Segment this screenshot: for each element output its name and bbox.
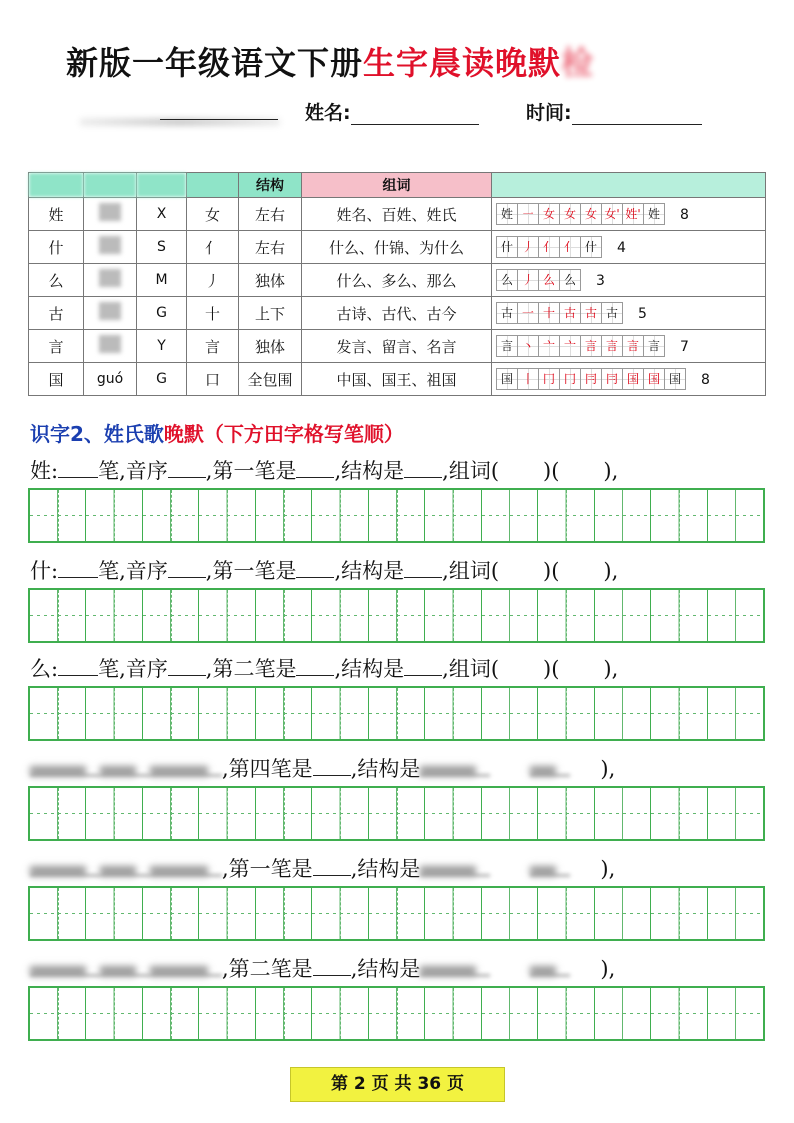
answer-blank[interactable]: [404, 459, 442, 478]
grid-cell[interactable]: [143, 688, 199, 739]
stroke-box: 丶: [517, 335, 539, 357]
stroke-box: 么: [559, 269, 581, 291]
time-label: 时间:: [526, 102, 572, 124]
stroke-box: 古: [496, 302, 518, 324]
cell-radical: 言: [187, 330, 239, 363]
stroke-count: 4: [617, 240, 626, 256]
header-letter: [137, 173, 187, 198]
cell-radical: 口: [187, 363, 239, 396]
cell-radical: 亻: [187, 231, 239, 264]
stroke-box: 言: [601, 335, 623, 357]
answer-blank[interactable]: [168, 657, 206, 676]
grid-cell[interactable]: [86, 688, 142, 739]
tianzige-grid[interactable]: [28, 986, 765, 1041]
grid-cell[interactable]: [369, 988, 425, 1039]
stroke-box: 国: [622, 368, 644, 390]
cell-letter: M: [137, 264, 187, 297]
stroke-box: 冂: [538, 368, 560, 390]
grid-cell[interactable]: [482, 590, 538, 641]
question-text: ,结构是: [350, 957, 421, 981]
stroke-count: 3: [596, 273, 605, 289]
grid-cell[interactable]: [482, 888, 538, 939]
grid-cell[interactable]: [256, 988, 312, 1039]
stroke-count: 7: [680, 339, 689, 355]
time-field[interactable]: [526, 98, 702, 125]
answer-blank[interactable]: [313, 857, 351, 876]
cell-stroke-order: [492, 330, 766, 363]
grid-cell[interactable]: [369, 590, 425, 641]
question-text: 笔,音序: [98, 559, 168, 583]
section-title: [30, 418, 404, 447]
cell-char: 姓: [29, 198, 84, 231]
header-char: [29, 173, 84, 198]
question-text: ,结构是: [350, 857, 421, 881]
name-field[interactable]: [305, 98, 479, 125]
character-table: [28, 172, 766, 396]
question-text: ,第一笔是: [205, 459, 297, 483]
stroke-box: 古: [559, 302, 581, 324]
question-line: [30, 753, 615, 783]
stroke-box: 女': [601, 203, 623, 225]
grid-cell[interactable]: [86, 590, 142, 641]
grid-cell[interactable]: [538, 988, 594, 1039]
cell-char: 言: [29, 330, 84, 363]
question-text: ,组词(: [442, 459, 500, 483]
stroke-box: 国: [496, 368, 518, 390]
question-text: ,第一笔是: [222, 857, 313, 881]
grid-cell[interactable]: [199, 788, 255, 839]
grid-cell[interactable]: [369, 888, 425, 939]
grid-cell[interactable]: [425, 888, 481, 939]
header-words: 组词: [302, 173, 492, 198]
question-line: [30, 853, 615, 883]
stroke-box: 亻: [559, 236, 581, 258]
stroke-box: 古: [580, 302, 602, 324]
cell-stroke-order: [492, 363, 766, 396]
title-tail-blurred: 检: [561, 44, 595, 82]
question-text: ,结构是: [334, 657, 405, 681]
grid-cell[interactable]: [30, 788, 86, 839]
blurred-text: [100, 857, 150, 876]
answer-blank[interactable]: [168, 459, 206, 478]
cell-words: 姓名、百姓、姓氏: [302, 198, 492, 231]
question-text: ,第二笔是: [205, 657, 297, 681]
header-radical: [187, 173, 239, 198]
question-text: 笔,音序: [98, 459, 168, 483]
cell-radical: 丿: [187, 264, 239, 297]
grid-cell[interactable]: [425, 788, 481, 839]
question-char: 什: [30, 559, 51, 583]
cell-char: 古: [29, 297, 84, 330]
stroke-box: ㇐: [517, 203, 539, 225]
stroke-box: 国: [643, 368, 665, 390]
grid-cell[interactable]: [651, 988, 707, 1039]
stroke-box: 女: [580, 203, 602, 225]
stroke-box: 言: [580, 335, 602, 357]
answer-blank[interactable]: [313, 957, 351, 976]
answer-blank[interactable]: [404, 657, 442, 676]
tianzige-grid[interactable]: [28, 886, 765, 941]
grid-cell[interactable]: [86, 988, 142, 1039]
grid-cell[interactable]: [86, 490, 142, 541]
cell-pinyin: [84, 231, 137, 264]
blurred-text: [420, 957, 490, 976]
cell-words: 发言、留言、名言: [302, 330, 492, 363]
grid-cell[interactable]: [595, 888, 651, 939]
answer-blank[interactable]: [58, 657, 98, 676]
blurred-text: [530, 757, 570, 776]
grid-cell[interactable]: [595, 688, 651, 739]
cell-letter: G: [137, 363, 187, 396]
blurred-text: [150, 757, 222, 776]
cell-structure: 全包围: [239, 363, 302, 396]
grid-cell[interactable]: [425, 590, 481, 641]
question-text: ),: [603, 657, 619, 681]
answer-blank[interactable]: [296, 559, 334, 578]
blank-line-left: [160, 98, 278, 120]
question-line: [30, 953, 615, 983]
cell-words: 什么、什锦、为什么: [302, 231, 492, 264]
cell-radical: 女: [187, 198, 239, 231]
answer-blank[interactable]: [404, 559, 442, 578]
question-text: )(: [543, 459, 560, 483]
grid-cell[interactable]: [143, 788, 199, 839]
stroke-box: 姓: [496, 203, 518, 225]
stroke-count: 8: [701, 372, 710, 388]
grid-cell[interactable]: [199, 688, 255, 739]
cell-stroke-order: [492, 297, 766, 330]
page-title: [66, 38, 594, 84]
grid-cell[interactable]: [86, 788, 142, 839]
title-red-part: 生字晨读晚默: [363, 44, 562, 82]
header-strokes: [492, 173, 766, 198]
grid-cell[interactable]: [651, 788, 707, 839]
section-title-red: 晚默（下方田字格写笔顺）: [163, 422, 404, 446]
stroke-box: 女: [538, 203, 560, 225]
table-row: [29, 363, 766, 396]
grid-cell[interactable]: [651, 590, 707, 641]
question-text: ,结构是: [350, 757, 421, 781]
stroke-box: 亠: [559, 335, 581, 357]
question-text: ,结构是: [334, 559, 405, 583]
grid-cell[interactable]: [708, 688, 763, 739]
cell-stroke-order: [492, 198, 766, 231]
grid-cell[interactable]: [199, 988, 255, 1039]
answer-blank[interactable]: [296, 657, 334, 676]
grid-cell[interactable]: [369, 490, 425, 541]
grid-cell[interactable]: [708, 888, 763, 939]
grid-cell[interactable]: [143, 888, 199, 939]
stroke-box: 什: [580, 236, 602, 258]
grid-cell[interactable]: [595, 490, 651, 541]
grid-cell[interactable]: [482, 988, 538, 1039]
cell-words: 什么、多么、那么: [302, 264, 492, 297]
blurred-text: [420, 757, 490, 776]
grid-cell[interactable]: [482, 788, 538, 839]
cell-words: 中国、国王、祖国: [302, 363, 492, 396]
stroke-box: 亻: [538, 236, 560, 258]
question-text: ),: [600, 757, 616, 781]
grid-cell[interactable]: [199, 888, 255, 939]
grid-cell[interactable]: [595, 988, 651, 1039]
stroke-box: 言: [643, 335, 665, 357]
blurred-text: [30, 757, 100, 776]
cell-letter: G: [137, 297, 187, 330]
grid-cell[interactable]: [708, 988, 763, 1039]
stroke-box: 冃: [601, 368, 623, 390]
question-line: 姓: 笔,音序 ,第一笔是 ,结构是 ,组词( )( ),: [30, 459, 619, 483]
stroke-box: 丨: [517, 368, 539, 390]
table-row: [29, 198, 766, 231]
stroke-box: 什: [496, 236, 518, 258]
grid-cell[interactable]: [312, 490, 368, 541]
answer-blank[interactable]: [58, 559, 98, 578]
grid-cell[interactable]: [538, 688, 594, 739]
question-char: 么: [30, 657, 51, 681]
question-text: ),: [600, 957, 616, 981]
cell-structure: 独体: [239, 330, 302, 363]
grid-cell[interactable]: [482, 688, 538, 739]
grid-cell[interactable]: [538, 788, 594, 839]
table-row: [29, 297, 766, 330]
grid-cell[interactable]: [482, 490, 538, 541]
grid-cell[interactable]: [651, 688, 707, 739]
grid-cell[interactable]: [538, 590, 594, 641]
grid-cell[interactable]: [256, 490, 312, 541]
grid-cell[interactable]: [143, 590, 199, 641]
cell-radical: 十: [187, 297, 239, 330]
cell-pinyin: [84, 297, 137, 330]
stroke-box: 古: [601, 302, 623, 324]
answer-blank[interactable]: [58, 459, 98, 478]
grid-cell[interactable]: [256, 590, 312, 641]
cell-structure: 独体: [239, 264, 302, 297]
tianzige-grid[interactable]: [28, 488, 765, 543]
cell-structure: 左右: [239, 198, 302, 231]
answer-blank[interactable]: [296, 459, 334, 478]
name-label: 姓名:: [305, 102, 351, 124]
question-text: ),: [603, 459, 619, 483]
blurred-text: [530, 857, 570, 876]
blurred-text: [30, 857, 100, 876]
grid-cell[interactable]: [312, 788, 368, 839]
stroke-box: 丿: [517, 269, 539, 291]
grid-cell[interactable]: [312, 688, 368, 739]
question-line: 什: 笔,音序 ,第一笔是 ,结构是 ,组词( )( ),: [30, 559, 619, 583]
grid-cell[interactable]: [651, 888, 707, 939]
question-text: ,第二笔是: [222, 957, 313, 981]
stroke-box: 言: [496, 335, 518, 357]
grid-cell[interactable]: [312, 590, 368, 641]
question-text: ),: [603, 559, 619, 583]
cell-pinyin: guó: [84, 363, 137, 396]
stroke-box: 国: [664, 368, 686, 390]
blurred-text: [150, 857, 222, 876]
grid-cell[interactable]: [199, 590, 255, 641]
table-header-row: [29, 173, 766, 198]
page-number: 第 2 页 共 36 页: [290, 1067, 505, 1102]
grid-cell[interactable]: [708, 490, 763, 541]
grid-cell[interactable]: [595, 590, 651, 641]
grid-cell[interactable]: [425, 688, 481, 739]
question-text: ),: [600, 857, 616, 881]
grid-cell[interactable]: [369, 688, 425, 739]
stroke-box: 言: [622, 335, 644, 357]
blurred-text: [30, 957, 100, 976]
grid-cell[interactable]: [708, 788, 763, 839]
stroke-box: 姓: [643, 203, 665, 225]
stroke-count: 8: [680, 207, 689, 223]
question-line: 么: 笔,音序 ,第二笔是 ,结构是 ,组词( )( ),: [30, 657, 619, 681]
stroke-box: 亠: [538, 335, 560, 357]
stroke-box: 冃: [580, 368, 602, 390]
stroke-box: 一: [517, 302, 539, 324]
grid-cell[interactable]: [30, 988, 86, 1039]
table-row: [29, 330, 766, 363]
grid-cell[interactable]: [312, 988, 368, 1039]
header-pinyin: [84, 173, 137, 198]
tianzige-grid[interactable]: [28, 588, 765, 643]
question-text: ,第四笔是: [222, 757, 313, 781]
blurred-text: [150, 957, 222, 976]
table-row: [29, 231, 766, 264]
table-row: [29, 264, 766, 297]
cell-char: 么: [29, 264, 84, 297]
question-char: 姓: [30, 459, 51, 483]
stroke-box: 十: [538, 302, 560, 324]
answer-blank[interactable]: [168, 559, 206, 578]
stroke-box: 丿: [517, 236, 539, 258]
grid-cell[interactable]: [256, 888, 312, 939]
grid-cell[interactable]: [425, 490, 481, 541]
grid-cell[interactable]: [199, 490, 255, 541]
cell-letter: S: [137, 231, 187, 264]
cell-char: 国: [29, 363, 84, 396]
question-text: ,组词(: [442, 559, 500, 583]
stroke-box: 么: [538, 269, 560, 291]
grid-cell[interactable]: [256, 788, 312, 839]
stroke-box: 冂: [559, 368, 581, 390]
grid-cell[interactable]: [30, 688, 86, 739]
question-text: ,组词(: [442, 657, 500, 681]
stroke-count: 5: [638, 306, 647, 322]
cell-pinyin: [84, 198, 137, 231]
cell-words: 古诗、古代、古今: [302, 297, 492, 330]
blurred-text: [420, 857, 490, 876]
grid-cell[interactable]: [86, 888, 142, 939]
grid-cell[interactable]: [143, 988, 199, 1039]
question-text: ,第一笔是: [205, 559, 297, 583]
tianzige-grid[interactable]: [28, 786, 765, 841]
question-text: 笔,音序: [98, 657, 168, 681]
grid-cell[interactable]: [595, 788, 651, 839]
section-title-blue: 识字2、姓氏歌: [30, 422, 164, 446]
cell-letter: Y: [137, 330, 187, 363]
question-text: )(: [543, 657, 560, 681]
cell-letter: X: [137, 198, 187, 231]
title-black-part: 新版一年级语文下册: [66, 44, 364, 82]
grid-cell[interactable]: [708, 590, 763, 641]
blurred-text: [100, 757, 150, 776]
question-text: ,结构是: [334, 459, 405, 483]
stroke-box: 姓': [622, 203, 644, 225]
grid-cell[interactable]: [312, 888, 368, 939]
cell-stroke-order: [492, 264, 766, 297]
stroke-box: 女: [559, 203, 581, 225]
answer-blank[interactable]: [313, 757, 351, 776]
blurred-text: [530, 957, 570, 976]
cell-char: 什: [29, 231, 84, 264]
grid-cell[interactable]: [538, 888, 594, 939]
header-structure: 结构: [239, 173, 302, 198]
blurred-text: [100, 957, 150, 976]
cell-structure: 左右: [239, 231, 302, 264]
grid-cell[interactable]: [425, 988, 481, 1039]
stroke-box: 么: [496, 269, 518, 291]
grid-cell[interactable]: [538, 490, 594, 541]
grid-cell[interactable]: [651, 490, 707, 541]
cell-pinyin: [84, 330, 137, 363]
question-text: )(: [543, 559, 560, 583]
cell-pinyin: [84, 264, 137, 297]
cell-stroke-order: [492, 231, 766, 264]
cell-structure: 上下: [239, 297, 302, 330]
grid-cell[interactable]: [30, 490, 86, 541]
grid-cell[interactable]: [256, 688, 312, 739]
tianzige-grid[interactable]: [28, 686, 765, 741]
grid-cell[interactable]: [30, 888, 86, 939]
grid-cell[interactable]: [369, 788, 425, 839]
grid-cell[interactable]: [143, 490, 199, 541]
grid-cell[interactable]: [30, 590, 86, 641]
